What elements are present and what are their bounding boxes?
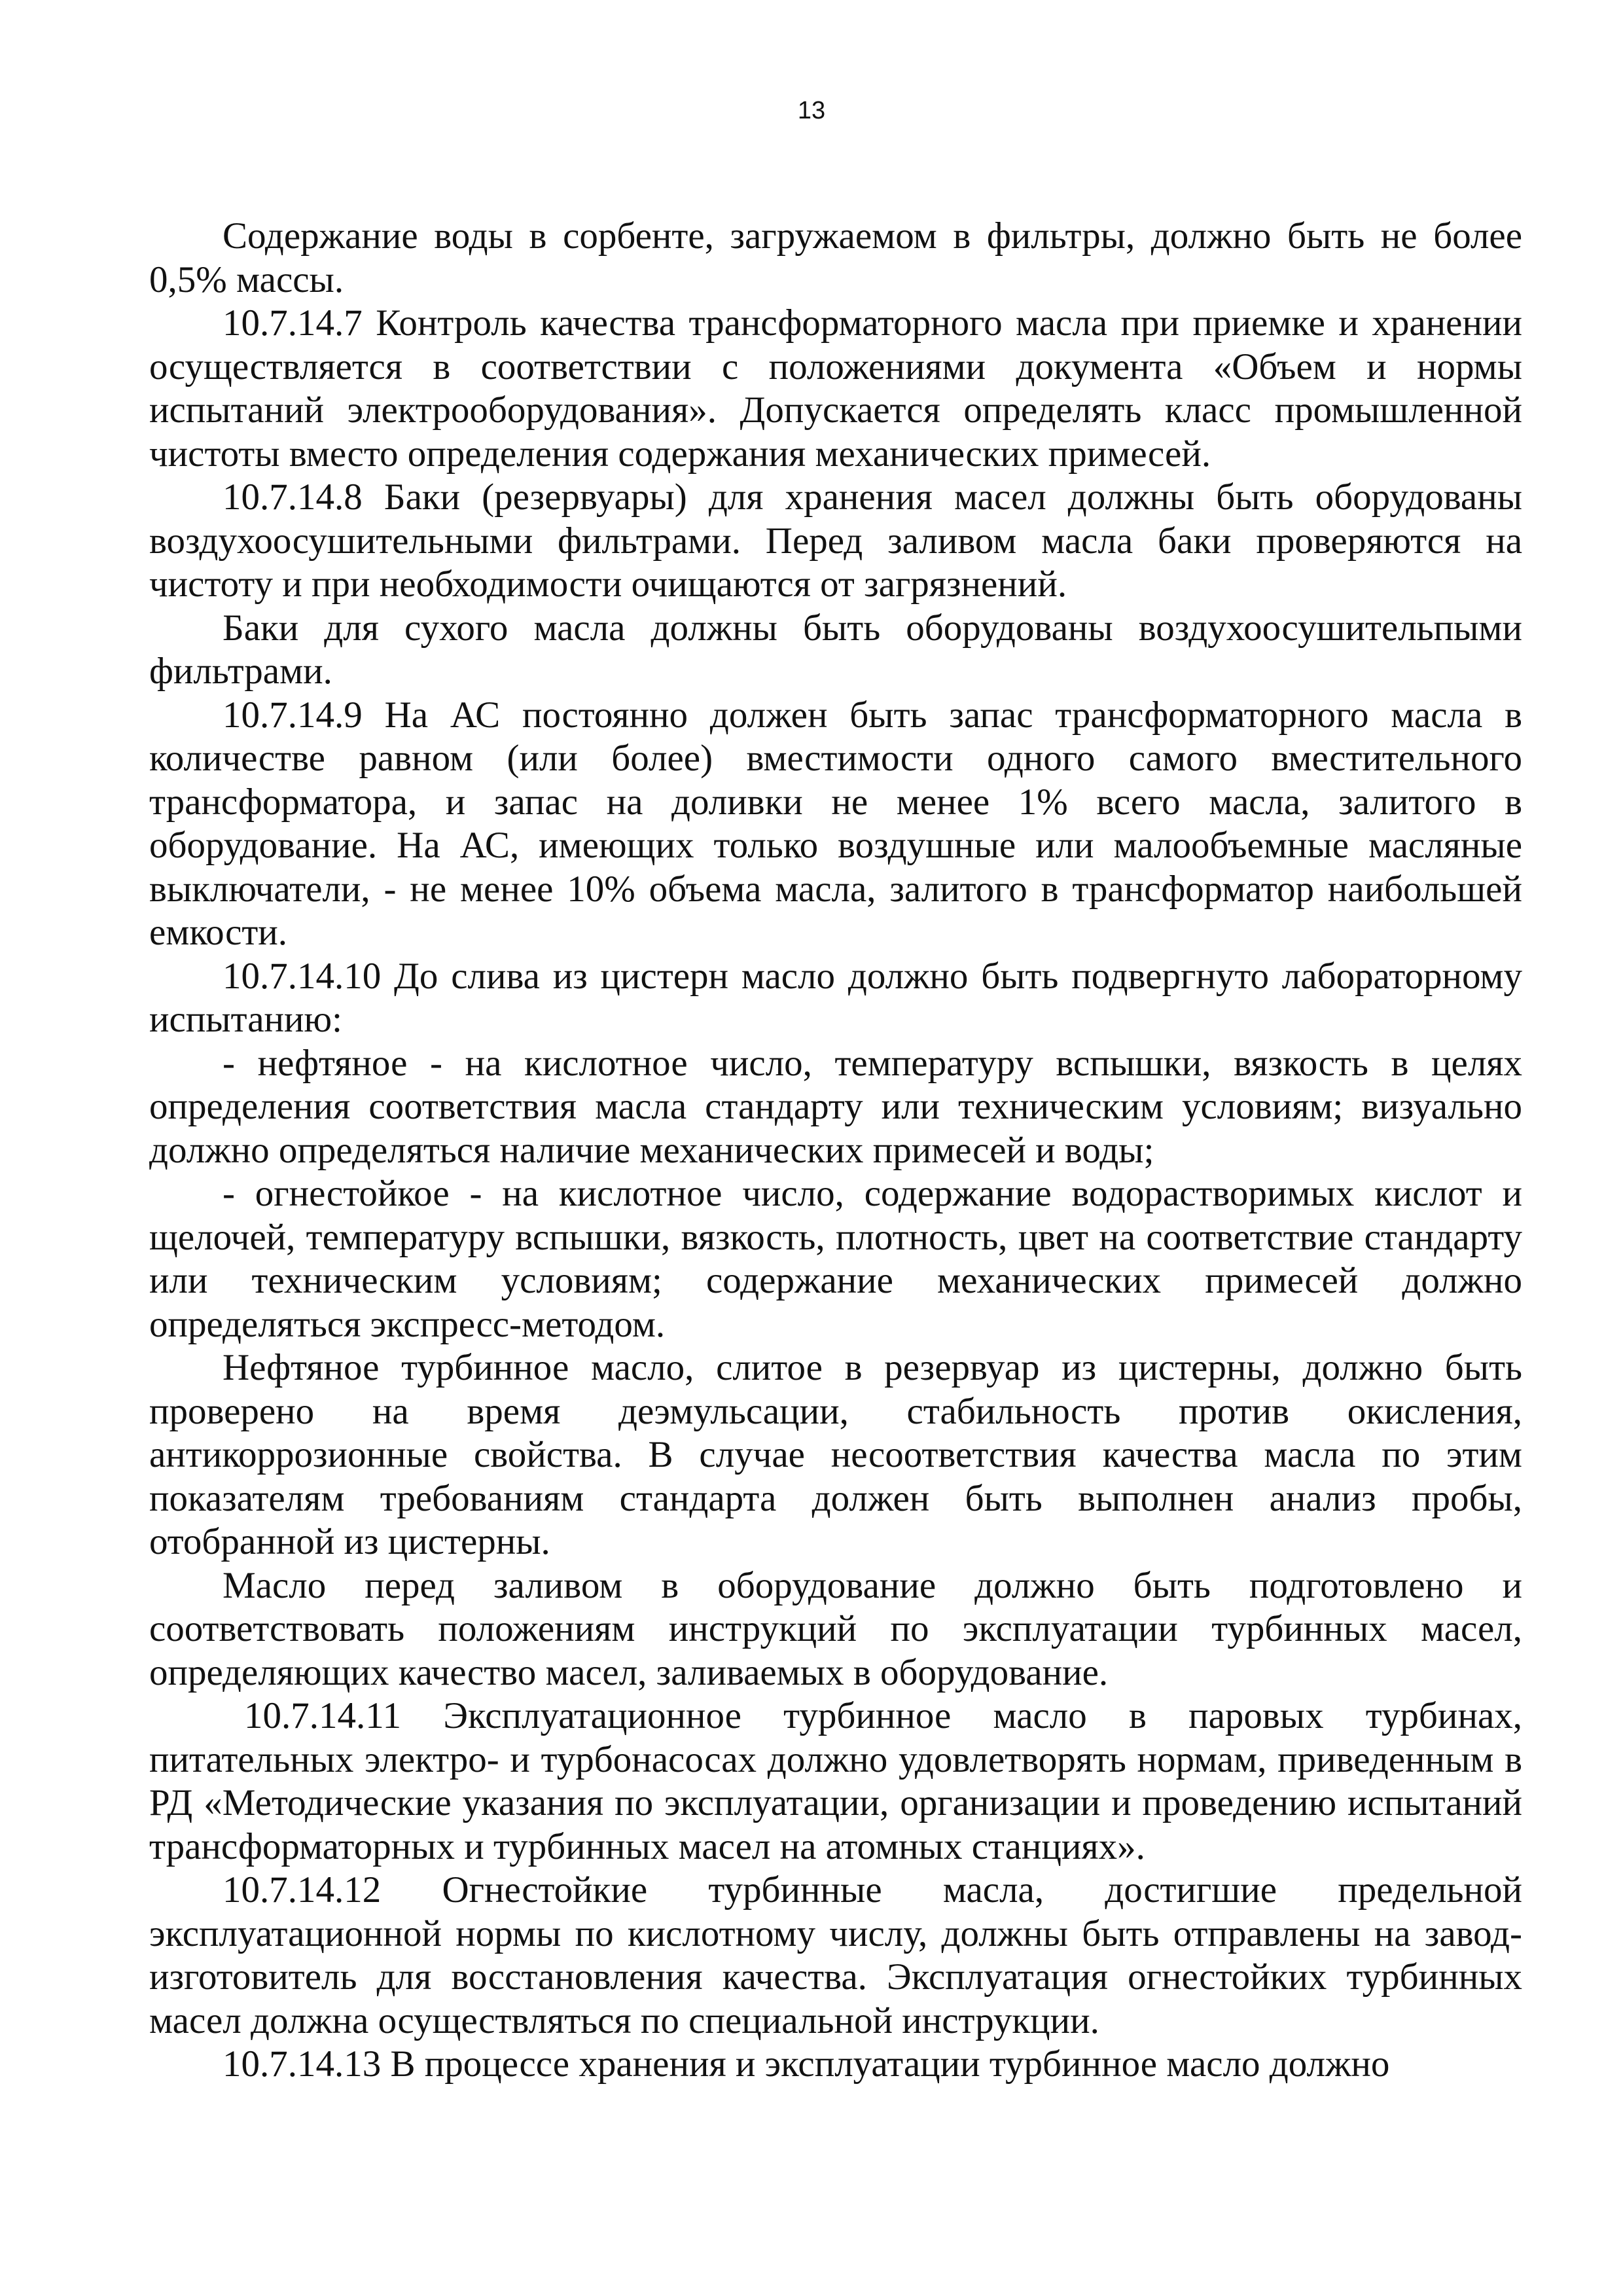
list-item-petroleum-oil: - нефтяное - на кислотное число, температуру вспышки, вязкость в целях определения соответствия масла стандарту или техническим условиям; визуально должно определяться наличие механических примесей и воды; <box>149 1042 1522 1171</box>
paragraph-10-7-14-13: 10.7.14.13 В процессе хранения и эксплуатации турбинное масло должно <box>223 2043 1390 2085</box>
paragraph-10-7-14-8: 10.7.14.8 Баки (резервуары) для хранения масел должны быть оборудованы воздухоосушительными фильтрами. Перед заливом масла баки проверяются на чистоту и при необходимости очищаются от загрязнений. <box>149 476 1522 605</box>
paragraph-water-content: Содержание воды в сорбенте, загружаемом в фильтры, должно быть не более 0,5% массы. <box>149 215 1522 300</box>
paragraph-10-7-14-9: 10.7.14.9 На АС постоянно должен быть запас трансформаторного масла в количестве равном (или более) вместимости одного самого вместительного трансформатора, и запас на доливки не менее 1% всего масла, залитого в оборудование. На АС, имеющих только воздушные или малообъемные масляные выключатели, - не менее 10% объема масла, залитого в трансформатор наибольшей емкости. <box>149 694 1522 953</box>
page-number: 13 <box>797 97 826 124</box>
paragraph-10-7-14-12: 10.7.14.12 Огнестойкие турбинные масла, достигшие предельной эксплуатационной нормы по кислотному числу, должны быть отправлены на завод-изготовитель для восстановления качества. Эксплуатация огнестойких турбинных масел должна осуществляться по специальной инструкции. <box>149 1869 1522 2041</box>
paragraph-10-7-14-11: 10.7.14.11 Эксплуатационное турбинное масло в паровых турбинах, питательных электро- и турбонасосах должно удовлетворять нормам, приведенным в РД «Методические указания по эксплуатации, организации и проведению испытаний трансформаторных и турбинных масел на атомных станциях». <box>149 1695 1522 1867</box>
list-item-fire-resistant-oil: - огнестойкое - на кислотное число, содержание водорастворимых кислот и щелочей, температуру вспышки, вязкость, плотность, цвет на соответствие стандарту или техническим условиям; содержание механических примесей должно определяться экспресс-методом. <box>149 1173 1522 1345</box>
paragraph-10-7-14-7: 10.7.14.7 Контроль качества трансформаторного масла при приемке и хранении осуществляется в соответствии с положениями документа «Объем и нормы испытаний электрооборудования». Допускается определять класс промышленной чистоты вместо определения содержания механических примесей. <box>149 302 1522 475</box>
paragraph-10-7-14-10: 10.7.14.10 До слива из цистерн масло должно быть подвергнуто лабораторному испытанию: <box>149 955 1522 1040</box>
paragraph-turbine-oil-check: Нефтяное турбинное масло, слитое в резервуар из цистерны, должно быть проверено на время деэмульсации, стабильность против окисления, антикоррозионные свойства. В случае несоответствия качества масла по этим показателям требованиям стандарта должен быть выполнен анализ пробы, отобранной из цистерны. <box>149 1347 1522 1562</box>
document-body <box>149 215 1522 2087</box>
paragraph-oil-preparation: Масло перед заливом в оборудование должно быть подготовлено и соответствовать положениям инструкций по эксплуатации турбинных масел, определяющих качество масел, заливаемых в оборудование. <box>149 1564 1522 1693</box>
paragraph-dry-oil-tanks: Баки для сухого масла должны быть оборудованы воздухоосушительпыми фильтрами. <box>149 607 1522 692</box>
